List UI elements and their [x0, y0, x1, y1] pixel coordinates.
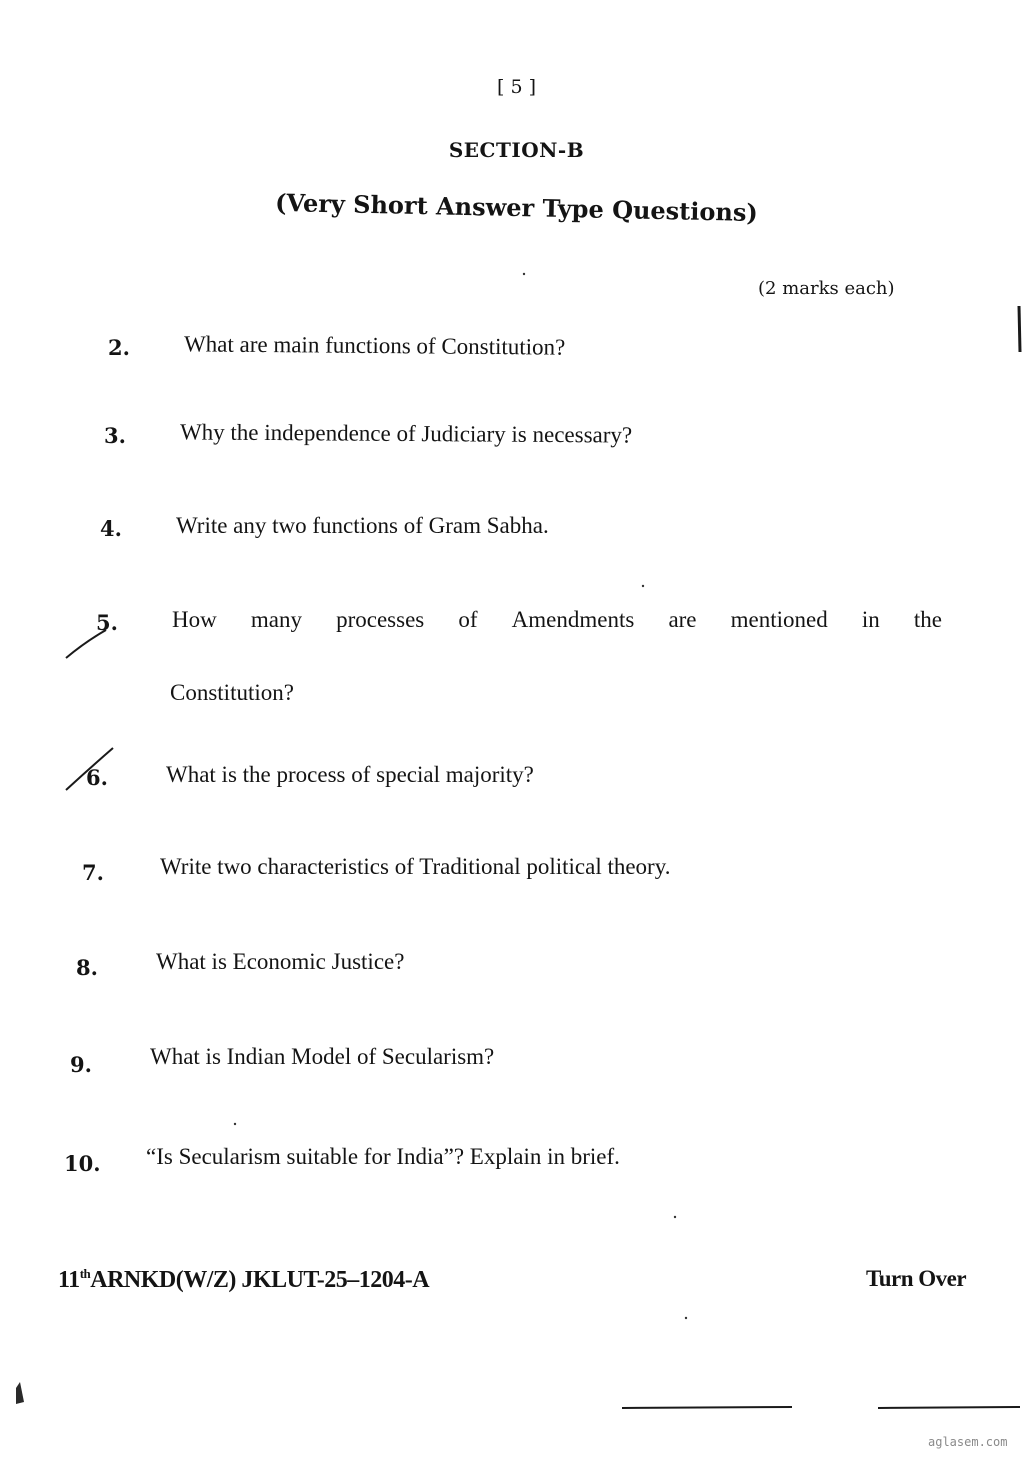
- question-number: 2.: [108, 335, 130, 360]
- question-word: How: [172, 607, 217, 632]
- question-text: What is Economic Justice?: [156, 949, 405, 974]
- handwritten-tick-mark: [66, 748, 113, 790]
- question-text: What is the process of special majority?: [166, 762, 534, 787]
- question-text: Why the independence of Judiciary is necessary?: [179, 419, 633, 448]
- question-number: 6.: [86, 765, 108, 790]
- scan-speck: [674, 1216, 676, 1218]
- section-heading: SECTION-B: [448, 138, 585, 162]
- page-number: [ 5 ]: [497, 76, 536, 98]
- scan-rule: [878, 1407, 1020, 1408]
- question-word: the: [913, 607, 942, 632]
- scan-rule: [622, 1407, 792, 1408]
- scan-speck: [234, 1123, 236, 1125]
- question-word: are: [668, 607, 697, 632]
- question-word: in: [861, 607, 880, 632]
- question-word: mentioned: [730, 607, 828, 632]
- scan-corner-mark: [16, 1382, 24, 1404]
- question-text: Write two characteristics of Traditional political theory.: [160, 854, 671, 879]
- question-number: 8.: [76, 955, 98, 980]
- watermark: aglasem.com: [928, 1435, 1008, 1449]
- scan-speck: [642, 585, 644, 587]
- turn-over-note: Turn Over: [866, 1266, 967, 1291]
- question-number: 9.: [70, 1052, 92, 1077]
- question-number: 5.: [96, 610, 118, 635]
- question-number: 4.: [100, 516, 122, 541]
- scan-edge-mark: [1019, 306, 1020, 352]
- handwritten-tick-mark: [66, 630, 106, 658]
- question-word: Amendments: [511, 607, 635, 632]
- marks-note: (2 marks each): [758, 278, 895, 299]
- section-subtitle: (Very Short Answer Type Questions): [274, 187, 759, 228]
- question-word: processes: [336, 607, 425, 632]
- question-number: 7.: [82, 860, 104, 885]
- scan-speck: [685, 1317, 687, 1319]
- question-number: 3.: [104, 423, 126, 448]
- question-text: What is Indian Model of Secularism?: [150, 1044, 495, 1069]
- question-text: What are main functions of Constitution?: [183, 331, 566, 360]
- paper-code: 11thARNKD(W/Z) JKLUT-25–1204-A: [58, 1266, 430, 1293]
- question-text-continued: Constitution?: [170, 680, 294, 705]
- question-number: 10.: [64, 1151, 101, 1176]
- question-text: “Is Secularism suitable for India”? Explain in brief.: [146, 1144, 620, 1169]
- question-word: many: [250, 607, 302, 632]
- scan-speck: [523, 273, 525, 275]
- question-text: Write any two functions of Gram Sabha.: [176, 513, 549, 538]
- question-word: of: [458, 607, 478, 632]
